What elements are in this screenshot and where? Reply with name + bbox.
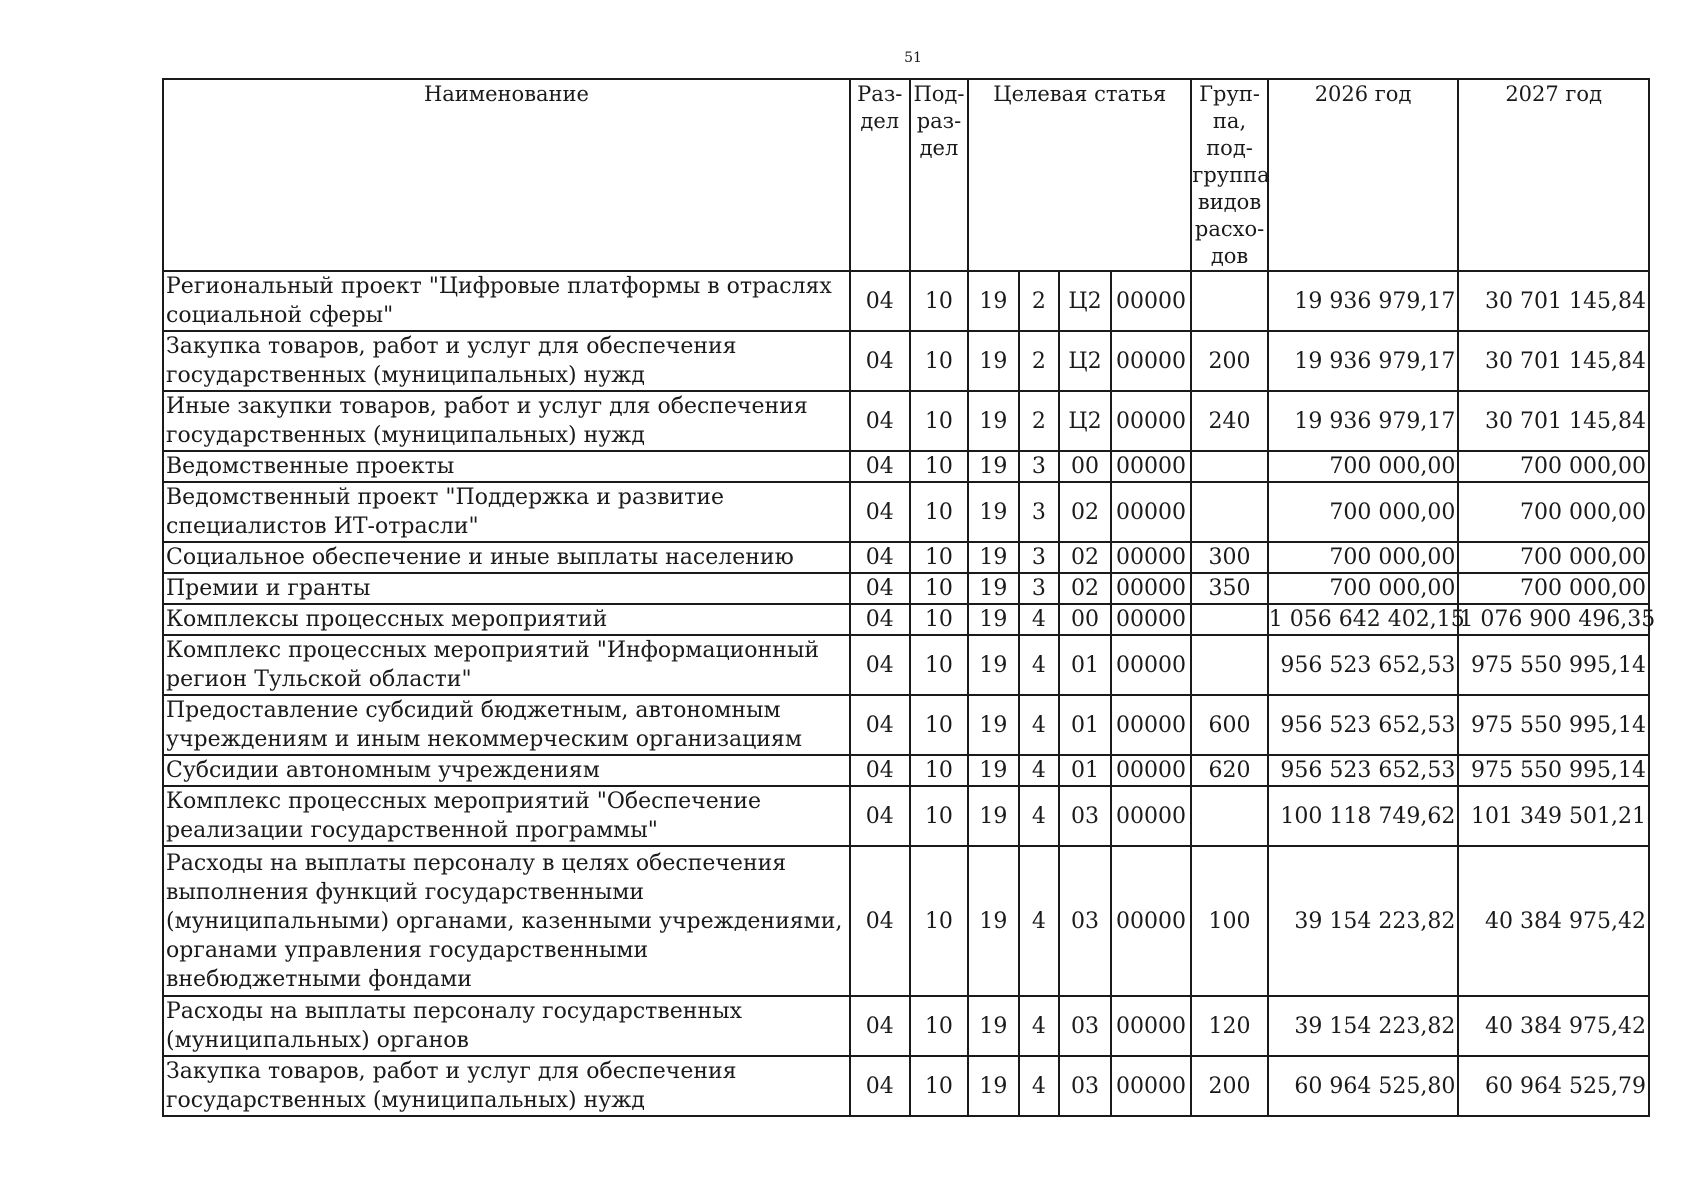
row-target-type: 3 bbox=[1019, 573, 1060, 604]
row-target-type: 2 bbox=[1019, 391, 1060, 451]
row-expense-group: 120 bbox=[1191, 996, 1267, 1056]
table-row bbox=[163, 482, 1649, 542]
row-amount-2027: 60 964 525,79 bbox=[1458, 1056, 1649, 1116]
row-amount-2027: 30 701 145,84 bbox=[1458, 271, 1649, 331]
row-amount-2027: 101 349 501,21 bbox=[1458, 786, 1649, 846]
row-razdel: 04 bbox=[850, 271, 910, 331]
row-target-program: 19 bbox=[968, 695, 1018, 755]
row-target-direction: 00000 bbox=[1111, 604, 1192, 635]
header-target-article: Целевая статья bbox=[968, 79, 1191, 271]
row-target-type: 4 bbox=[1019, 755, 1060, 786]
row-target-type: 4 bbox=[1019, 635, 1060, 695]
row-name: Ведомственный проект "Поддержка и развитие специалистов ИТ-отрасли" bbox=[163, 482, 850, 542]
row-amount-2026: 700 000,00 bbox=[1268, 482, 1459, 542]
row-target-structure: Ц2 bbox=[1059, 391, 1110, 451]
table-row bbox=[163, 391, 1649, 451]
row-expense-group bbox=[1191, 482, 1267, 542]
row-target-type: 4 bbox=[1019, 604, 1060, 635]
row-razdel: 04 bbox=[850, 786, 910, 846]
table-body bbox=[163, 271, 1656, 1116]
row-amount-2027: 700 000,00 bbox=[1458, 482, 1649, 542]
row-name: Закупка товаров, работ и услуг для обеспечения государственных (муниципальных) нужд bbox=[163, 1056, 850, 1116]
row-podrazdel: 10 bbox=[910, 331, 969, 391]
row-target-direction: 00000 bbox=[1111, 391, 1192, 451]
table-row bbox=[163, 271, 1649, 331]
row-name: Социальное обеспечение и иные выплаты населению bbox=[163, 542, 850, 573]
row-podrazdel: 10 bbox=[910, 755, 969, 786]
row-target-structure: 03 bbox=[1059, 846, 1110, 996]
row-name: Комплекс процессных мероприятий "Информационный регион Тульской области" bbox=[163, 635, 850, 695]
row-target-direction: 00000 bbox=[1111, 482, 1192, 542]
row-target-direction: 00000 bbox=[1111, 451, 1192, 482]
row-target-type: 4 bbox=[1019, 996, 1060, 1056]
row-target-structure: 00 bbox=[1059, 451, 1110, 482]
row-target-structure: 03 bbox=[1059, 786, 1110, 846]
row-target-structure: 00 bbox=[1059, 604, 1110, 635]
table-row bbox=[163, 996, 1649, 1056]
row-target-direction: 00000 bbox=[1111, 1056, 1192, 1116]
row-target-structure: 01 bbox=[1059, 635, 1110, 695]
row-amount-2026: 700 000,00 bbox=[1268, 573, 1459, 604]
row-amount-2027: 975 550 995,14 bbox=[1458, 635, 1649, 695]
row-podrazdel: 10 bbox=[910, 573, 969, 604]
row-expense-group bbox=[1191, 451, 1267, 482]
row-target-direction: 00000 bbox=[1111, 331, 1192, 391]
row-target-program: 19 bbox=[968, 271, 1018, 331]
row-target-direction: 00000 bbox=[1111, 695, 1192, 755]
row-target-direction: 00000 bbox=[1111, 573, 1192, 604]
row-razdel: 04 bbox=[850, 755, 910, 786]
row-podrazdel: 10 bbox=[910, 604, 969, 635]
row-target-type: 3 bbox=[1019, 542, 1060, 573]
row-razdel: 04 bbox=[850, 391, 910, 451]
row-amount-2027: 975 550 995,14 bbox=[1458, 695, 1649, 755]
row-amount-2027: 30 701 145,84 bbox=[1458, 331, 1649, 391]
table-row bbox=[163, 755, 1649, 786]
table-row bbox=[163, 573, 1649, 604]
row-target-structure: 02 bbox=[1059, 542, 1110, 573]
row-name: Ведомственные проекты bbox=[163, 451, 850, 482]
row-target-structure: 02 bbox=[1059, 573, 1110, 604]
row-target-program: 19 bbox=[968, 635, 1018, 695]
row-podrazdel: 10 bbox=[910, 846, 969, 996]
row-expense-group: 240 bbox=[1191, 391, 1267, 451]
table-row bbox=[163, 786, 1649, 846]
header-2027: 2027 год bbox=[1458, 79, 1649, 271]
row-expense-group bbox=[1191, 635, 1267, 695]
row-amount-2027: 700 000,00 bbox=[1458, 451, 1649, 482]
row-target-program: 19 bbox=[968, 755, 1018, 786]
row-podrazdel: 10 bbox=[910, 271, 969, 331]
row-razdel: 04 bbox=[850, 695, 910, 755]
row-amount-2026: 19 936 979,17 bbox=[1268, 271, 1459, 331]
row-expense-group: 200 bbox=[1191, 1056, 1267, 1116]
row-target-structure: 01 bbox=[1059, 755, 1110, 786]
row-razdel: 04 bbox=[850, 1056, 910, 1116]
row-expense-group bbox=[1191, 604, 1267, 635]
table-header-row bbox=[163, 79, 1649, 271]
budget-table bbox=[162, 78, 1656, 1117]
row-target-program: 19 bbox=[968, 542, 1018, 573]
row-podrazdel: 10 bbox=[910, 786, 969, 846]
row-amount-2026: 700 000,00 bbox=[1268, 451, 1459, 482]
row-amount-2027: 700 000,00 bbox=[1458, 542, 1649, 573]
row-amount-2026: 19 936 979,17 bbox=[1268, 331, 1459, 391]
row-amount-2026: 956 523 652,53 bbox=[1268, 635, 1459, 695]
row-amount-2026: 956 523 652,53 bbox=[1268, 755, 1459, 786]
row-target-structure: 03 bbox=[1059, 1056, 1110, 1116]
row-razdel: 04 bbox=[850, 635, 910, 695]
row-amount-2027: 975 550 995,14 bbox=[1458, 755, 1649, 786]
table-row bbox=[163, 604, 1649, 635]
row-podrazdel: 10 bbox=[910, 1056, 969, 1116]
row-target-direction: 00000 bbox=[1111, 786, 1192, 846]
row-target-direction: 00000 bbox=[1111, 846, 1192, 996]
row-name: Закупка товаров, работ и услуг для обеспечения государственных (муниципальных) нужд bbox=[163, 331, 850, 391]
row-target-type: 4 bbox=[1019, 1056, 1060, 1116]
row-target-direction: 00000 bbox=[1111, 996, 1192, 1056]
header-podrazdel: Под- раз- дел bbox=[910, 79, 969, 271]
table-row bbox=[163, 451, 1649, 482]
row-target-program: 19 bbox=[968, 331, 1018, 391]
row-razdel: 04 bbox=[850, 331, 910, 391]
row-amount-2026: 60 964 525,80 bbox=[1268, 1056, 1459, 1116]
row-target-structure: 03 bbox=[1059, 996, 1110, 1056]
row-target-structure: Ц2 bbox=[1059, 271, 1110, 331]
row-target-program: 19 bbox=[968, 451, 1018, 482]
row-expense-group: 200 bbox=[1191, 331, 1267, 391]
header-razdel: Раз- дел bbox=[850, 79, 910, 271]
row-target-type: 4 bbox=[1019, 695, 1060, 755]
header-name: Наименование bbox=[163, 79, 850, 271]
row-target-direction: 00000 bbox=[1111, 542, 1192, 573]
row-target-type: 3 bbox=[1019, 451, 1060, 482]
table-row bbox=[163, 846, 1649, 996]
row-podrazdel: 10 bbox=[910, 996, 969, 1056]
row-name: Премии и гранты bbox=[163, 573, 850, 604]
row-podrazdel: 10 bbox=[910, 391, 969, 451]
table-row bbox=[163, 635, 1649, 695]
row-expense-group: 620 bbox=[1191, 755, 1267, 786]
row-expense-group bbox=[1191, 271, 1267, 331]
row-podrazdel: 10 bbox=[910, 482, 969, 542]
row-target-type: 4 bbox=[1019, 846, 1060, 996]
row-target-structure: Ц2 bbox=[1059, 331, 1110, 391]
row-name: Расходы на выплаты персоналу в целях обеспечения выполнения функций государственными (муниципальными) органами, казенными учреждениями, органами управления государственными внебюджетными фондами bbox=[163, 846, 850, 996]
row-target-structure: 01 bbox=[1059, 695, 1110, 755]
row-razdel: 04 bbox=[850, 451, 910, 482]
row-amount-2027: 30 701 145,84 bbox=[1458, 391, 1649, 451]
row-target-type: 2 bbox=[1019, 271, 1060, 331]
row-name: Региональный проект "Цифровые платформы в отраслях социальной сферы" bbox=[163, 271, 850, 331]
row-amount-2026: 39 154 223,82 bbox=[1268, 846, 1459, 996]
row-target-direction: 00000 bbox=[1111, 271, 1192, 331]
row-razdel: 04 bbox=[850, 996, 910, 1056]
row-target-program: 19 bbox=[968, 604, 1018, 635]
header-2026: 2026 год bbox=[1268, 79, 1459, 271]
row-amount-2026: 39 154 223,82 bbox=[1268, 996, 1459, 1056]
row-target-program: 19 bbox=[968, 786, 1018, 846]
row-target-program: 19 bbox=[968, 482, 1018, 542]
row-expense-group: 100 bbox=[1191, 846, 1267, 996]
row-target-program: 19 bbox=[968, 573, 1018, 604]
row-amount-2027: 40 384 975,42 bbox=[1458, 846, 1649, 996]
table-row bbox=[163, 331, 1649, 391]
row-target-program: 19 bbox=[968, 1056, 1018, 1116]
table-row bbox=[163, 542, 1649, 573]
row-target-type: 2 bbox=[1019, 331, 1060, 391]
row-target-type: 3 bbox=[1019, 482, 1060, 542]
row-name: Комплекс процессных мероприятий "Обеспечение реализации государственной программы" bbox=[163, 786, 850, 846]
row-razdel: 04 bbox=[850, 573, 910, 604]
row-amount-2026: 19 936 979,17 bbox=[1268, 391, 1459, 451]
row-podrazdel: 10 bbox=[910, 451, 969, 482]
row-podrazdel: 10 bbox=[910, 635, 969, 695]
row-amount-2026: 1 056 642 402,15 bbox=[1268, 604, 1459, 635]
table-row bbox=[163, 695, 1649, 755]
row-name: Иные закупки товаров, работ и услуг для обеспечения государственных (муниципальных) нужд bbox=[163, 391, 850, 451]
row-target-program: 19 bbox=[968, 391, 1018, 451]
row-target-direction: 00000 bbox=[1111, 755, 1192, 786]
row-podrazdel: 10 bbox=[910, 695, 969, 755]
row-target-type: 4 bbox=[1019, 786, 1060, 846]
row-expense-group bbox=[1191, 786, 1267, 846]
row-name: Расходы на выплаты персоналу государственных (муниципальных) органов bbox=[163, 996, 850, 1056]
row-target-program: 19 bbox=[968, 846, 1018, 996]
row-amount-2027: 1 076 900 496,35 bbox=[1458, 604, 1649, 635]
row-amount-2026: 956 523 652,53 bbox=[1268, 695, 1459, 755]
row-amount-2026: 100 118 749,62 bbox=[1268, 786, 1459, 846]
row-target-program: 19 bbox=[968, 996, 1018, 1056]
row-expense-group: 300 bbox=[1191, 542, 1267, 573]
header-expense-group: Груп- па, под- группа видов расхо- дов bbox=[1191, 79, 1267, 271]
row-amount-2027: 700 000,00 bbox=[1458, 573, 1649, 604]
row-name: Комплексы процессных мероприятий bbox=[163, 604, 850, 635]
row-target-structure: 02 bbox=[1059, 482, 1110, 542]
row-expense-group: 350 bbox=[1191, 573, 1267, 604]
row-amount-2027: 40 384 975,42 bbox=[1458, 996, 1649, 1056]
row-amount-2026: 700 000,00 bbox=[1268, 542, 1459, 573]
row-expense-group: 600 bbox=[1191, 695, 1267, 755]
row-name: Предоставление субсидий бюджетным, автономным учреждениям и иным некоммерческим организациям bbox=[163, 695, 850, 755]
row-razdel: 04 bbox=[850, 604, 910, 635]
row-name: Субсидии автономным учреждениям bbox=[163, 755, 850, 786]
row-razdel: 04 bbox=[850, 542, 910, 573]
row-razdel: 04 bbox=[850, 846, 910, 996]
row-razdel: 04 bbox=[850, 482, 910, 542]
table-row bbox=[163, 1056, 1649, 1116]
row-target-direction: 00000 bbox=[1111, 635, 1192, 695]
row-podrazdel: 10 bbox=[910, 542, 969, 573]
page-number: 51 bbox=[904, 50, 922, 66]
